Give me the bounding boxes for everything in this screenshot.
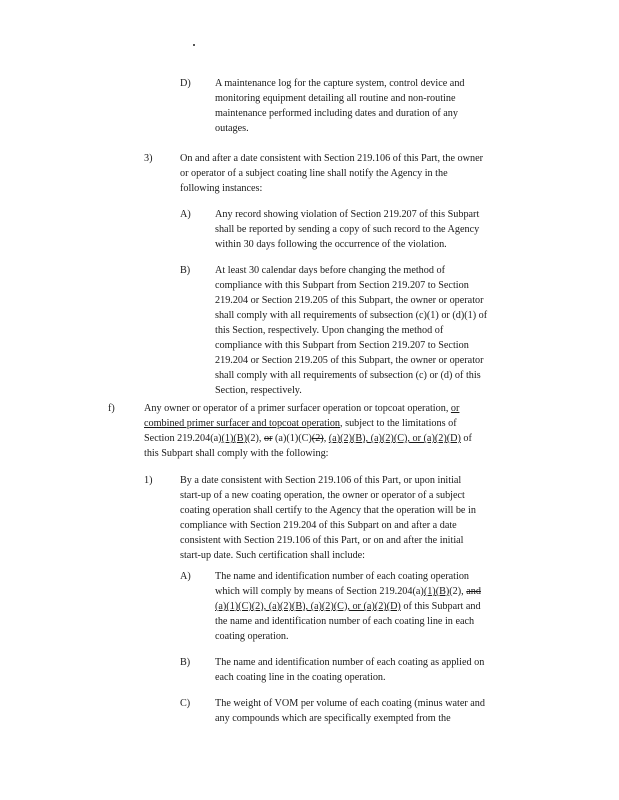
text-run: the name and identification number of each coating line in each: [215, 616, 475, 627]
text-run: (2),: [449, 586, 467, 597]
text-line: [144, 431, 472, 446]
text-run: or operator of a subject coating line shall notify the Agency in the: [180, 168, 448, 179]
text-run: shall be reported by sending a copy of such record to the Agency: [215, 224, 480, 235]
inserted-text: (1)(B): [221, 433, 247, 444]
text-run: monitoring equipment detailing all routine and non-routine: [215, 93, 456, 104]
text-line: [215, 237, 479, 252]
struck-text: (2): [311, 433, 324, 444]
text-run: within 30 days following the occurrence of the violation.: [215, 239, 447, 250]
text-line: [180, 151, 483, 166]
text-line: [215, 569, 481, 584]
text-run: Any record showing violation of Section 219.207 of this Subpart: [215, 209, 480, 220]
text-run: of this Subpart and: [400, 601, 481, 612]
text-line: [215, 263, 487, 278]
text-run: shall comply with all requirements of subsection (c)(1) or (d)(1) of: [215, 310, 488, 321]
text-run: start-up date. Such certification shall include:: [180, 550, 366, 561]
text-line: [215, 584, 481, 599]
text-run: start-up of a new coating operation, the owner or operator of a subject: [180, 490, 465, 501]
text-run: The name and identification number of each coating as applied on: [215, 657, 485, 668]
text-line: [144, 401, 472, 416]
text-run: each coating line in the coating operation.: [215, 672, 386, 683]
text-line: [180, 548, 476, 563]
struck-text: or: [263, 433, 273, 444]
text-run: compliance with this Subpart from Section 219.207 to Section: [215, 280, 469, 291]
inserted-text: (a)(1)(C)(2), (a)(2)(B), (a)(2)(C), or (a)(2)(D): [215, 601, 401, 612]
text-line: [215, 207, 479, 222]
text-run: 219.204 or Section 219.205 of this Subpart, the owner or operator: [215, 295, 484, 306]
text-run: On and after a date consistent with Section 219.106 of this Part, the owner: [180, 153, 484, 164]
inserted-text: or: [450, 403, 460, 414]
text-run: Section 219.204(a): [144, 433, 222, 444]
text-line: [180, 503, 476, 518]
text-run: coating operation.: [215, 631, 289, 642]
text-run: (2),: [247, 433, 264, 444]
text-run: At least 30 calendar days before changing the method of: [215, 265, 445, 276]
text-run: compliance with Section 219.204 of this Subpart on and after a date: [180, 520, 457, 531]
text-run: A maintenance log for the capture system, control device and: [215, 78, 465, 89]
text-run: any compounds which are specifically exempted from the: [215, 713, 451, 724]
text-line: [215, 293, 487, 308]
item-text-1: [180, 473, 476, 563]
item-text-f: [144, 401, 472, 461]
text-run: consistent with Section 219.106 of this Part, or on and after the initial: [180, 535, 464, 546]
text-line: [215, 338, 487, 353]
inserted-text: combined primer surfacer and topcoat operation: [144, 418, 341, 429]
item-label-1: 1): [144, 475, 153, 486]
text-line: [180, 518, 476, 533]
text-line: [215, 614, 481, 629]
text-line: [215, 353, 487, 368]
text-line: [215, 121, 465, 136]
item-text-b2: [215, 655, 484, 685]
item-label-a: A): [180, 209, 191, 220]
inserted-text: (1)(B): [423, 586, 450, 597]
item-text-a: [215, 207, 479, 252]
text-line: [215, 323, 487, 338]
text-line: [180, 488, 476, 503]
text-line: [215, 711, 485, 726]
text-line: [215, 76, 465, 91]
text-line: [215, 278, 487, 293]
text-run: this Section, respectively. Upon changing the method of: [215, 325, 444, 336]
text-line: [144, 446, 472, 461]
text-line: [215, 308, 487, 323]
inserted-text: (a)(2)(B), (a)(2)(C), or (a)(2)(D): [328, 433, 461, 444]
text-run: following instances:: [180, 183, 263, 194]
item-label-b: B): [180, 265, 191, 276]
item-text-b: [215, 263, 487, 398]
struck-text: and: [466, 586, 481, 597]
item-label-3: 3): [144, 153, 153, 164]
scan-speck: [193, 44, 195, 46]
text-line: [215, 629, 481, 644]
item-text-a2: [215, 569, 481, 644]
item-label-a2: A): [180, 571, 191, 582]
text-run: , subject to the limitations of: [340, 418, 457, 429]
text-line: [180, 533, 476, 548]
text-run: maintenance performed including dates and duration of any: [215, 108, 458, 119]
item-label-b2: B): [180, 657, 191, 668]
text-run: The name and identification number of each coating operation: [215, 571, 470, 582]
text-run: compliance with this Subpart from Section 219.207 to Section: [215, 340, 469, 351]
text-run: of: [460, 433, 472, 444]
text-line: [215, 670, 484, 685]
text-run: Section, respectively.: [215, 385, 302, 396]
text-line: [144, 416, 472, 431]
text-line: [215, 91, 465, 106]
text-run: 219.204 or Section 219.205 of this Subpart, the owner or operator: [215, 355, 484, 366]
item-label-f: f): [108, 403, 115, 414]
text-line: [180, 166, 483, 181]
item-text-3: [180, 151, 483, 196]
text-line: [215, 222, 479, 237]
text-line: [215, 696, 485, 711]
text-line: [215, 106, 465, 121]
text-run: this Subpart shall comply with the following:: [144, 448, 329, 459]
item-text-c: [215, 696, 485, 726]
text-run: By a date consistent with Section 219.106 of this Part, or upon initial: [180, 475, 462, 486]
text-run: shall comply with all requirements of subsection (c) or (d) of this: [215, 370, 481, 381]
text-run: which will comply by means of Section 219.204(a): [215, 586, 424, 597]
text-run: ,: [323, 433, 329, 444]
item-label-c: C): [180, 698, 191, 709]
text-run: (a)(1)(C): [272, 433, 312, 444]
text-line: [215, 655, 484, 670]
text-run: Any owner or operator of a primer surfacer operation or topcoat operation,: [144, 403, 451, 414]
text-line: [215, 368, 487, 383]
text-run: outages.: [215, 123, 249, 134]
item-text-d: [215, 76, 465, 136]
text-line: [215, 599, 481, 614]
item-label-d: D): [180, 78, 191, 89]
text-run: The weight of VOM per volume of each coating (minus water and: [215, 698, 485, 709]
text-line: [180, 473, 476, 488]
text-line: [215, 383, 487, 398]
text-run: coating operation shall certify to the Agency that the operation will be in: [180, 505, 476, 516]
text-line: [180, 181, 483, 196]
